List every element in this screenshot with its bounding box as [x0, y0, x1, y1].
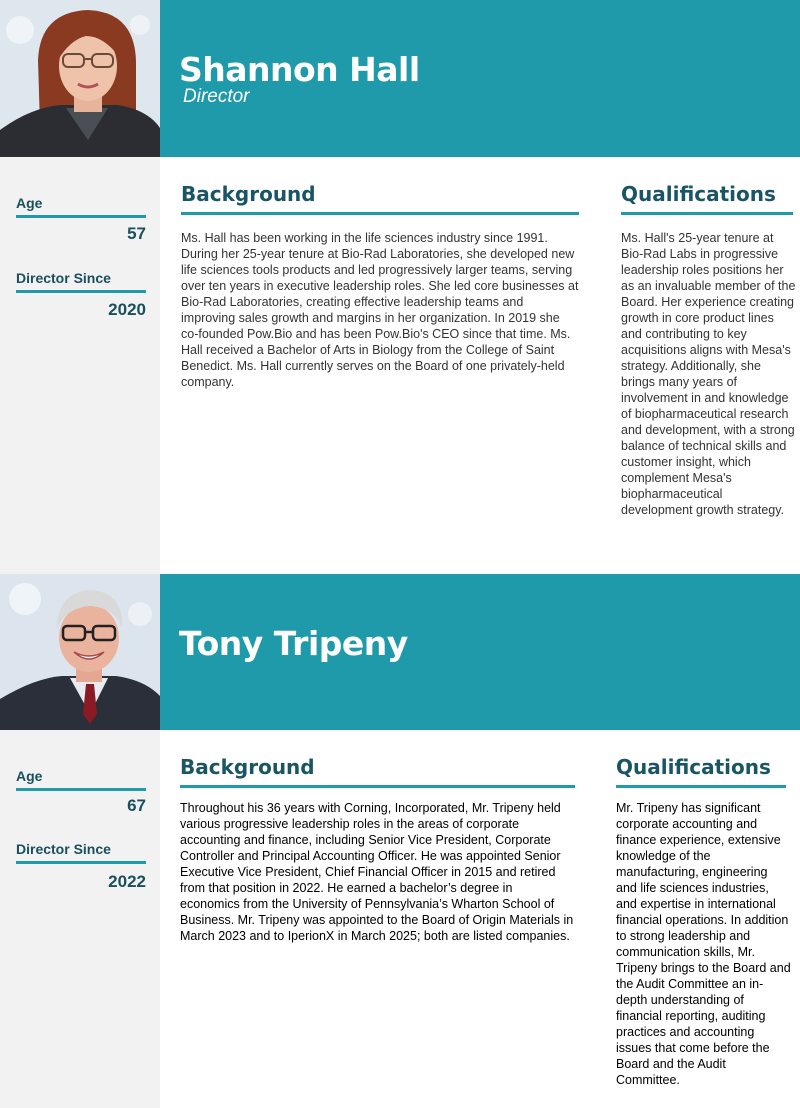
- director-since-label: Director Since: [16, 841, 146, 864]
- background-heading: Background: [181, 182, 579, 215]
- qualifications-text: Ms. Hall's 25-year tenure at Bio-Rad Labs in progressive leadership roles positions her as an invaluable member of the Board. Her experience creating growth in core product lines and contributing to key acquisitions aligns with Mesa's strategy. Additionally, she brings many years of involvement in and knowledge of biopharmaceutical research and development, with a strong balance of technical skills and customer insight, which complement Mesa's biopharmaceutical development growth strategy.: [621, 231, 796, 517]
- director-name: Shannon Hall: [179, 50, 420, 89]
- director-photo: [0, 574, 160, 730]
- age-value: 67: [127, 796, 146, 815]
- director-name: Tony Tripeny: [179, 624, 408, 663]
- qualifications-heading: Qualifications: [616, 755, 786, 788]
- director-role: Director: [183, 86, 250, 107]
- background-heading: Background: [180, 755, 575, 788]
- director-profile-tony-tripeny: [0, 574, 800, 1108]
- profile-header: [160, 0, 800, 157]
- director-photo: [0, 0, 160, 157]
- qualifications-text: Mr. Tripeny has significant corporate accounting and finance experience, extensive knowledge of the manufacturing, engineering and life sciences industries, and expertise in international financial operations. In addition to strong leadership and communication skills, Mr. Tripeny brings to the Board and the Audit Committee an in-depth understanding of financial reporting, auditing practices and accounting issues that come before the Board and the Audit Committee.: [616, 801, 791, 1087]
- age-label: Age: [16, 195, 146, 218]
- age-value: 57: [127, 224, 146, 243]
- profile-header: [160, 574, 800, 730]
- age-label: Age: [16, 768, 146, 791]
- director-since-value: 2022: [108, 872, 146, 891]
- background-text: Ms. Hall has been working in the life sciences industry since 1991. During her 25-year tenure at Bio-Rad Laboratories, she developed new life sciences tools products and led progressively larger teams, serving over ten years in executive leadership roles. She led core businesses at Bio-Rad Laboratories, creating effective leadership teams and improving sales growth and margins in her organization. In 2019 she co-founded Pow.Bio and has been Pow.Bio's CEO since that time. Ms. Hall received a Bachelor of Arts in Biology from the College of Saint Benedict. Ms. Hall currently serves on the Board of one privately-held company.: [181, 231, 579, 389]
- director-since-value: 2020: [108, 300, 146, 319]
- qualifications-heading: Qualifications: [621, 182, 793, 215]
- background-text: Throughout his 36 years with Corning, Incorporated, Mr. Tripeny held various progressive leadership roles in the areas of corporate accounting and finance, including Senior Vice President, Corporate Controller and Principal Accounting Officer. He was appointed Senior Executive Vice President, Chief Financial Officer in 2015 and retired from that position in 2022. He earned a bachelor’s degree in economics from the University of Pennsylvania’s Wharton School of Business. Mr. Tripeny was appointed to the Board of Origin Materials in March 2023 and to IperionX in March 2025; both are listed companies.: [180, 801, 574, 943]
- director-since-label: Director Since: [16, 270, 146, 293]
